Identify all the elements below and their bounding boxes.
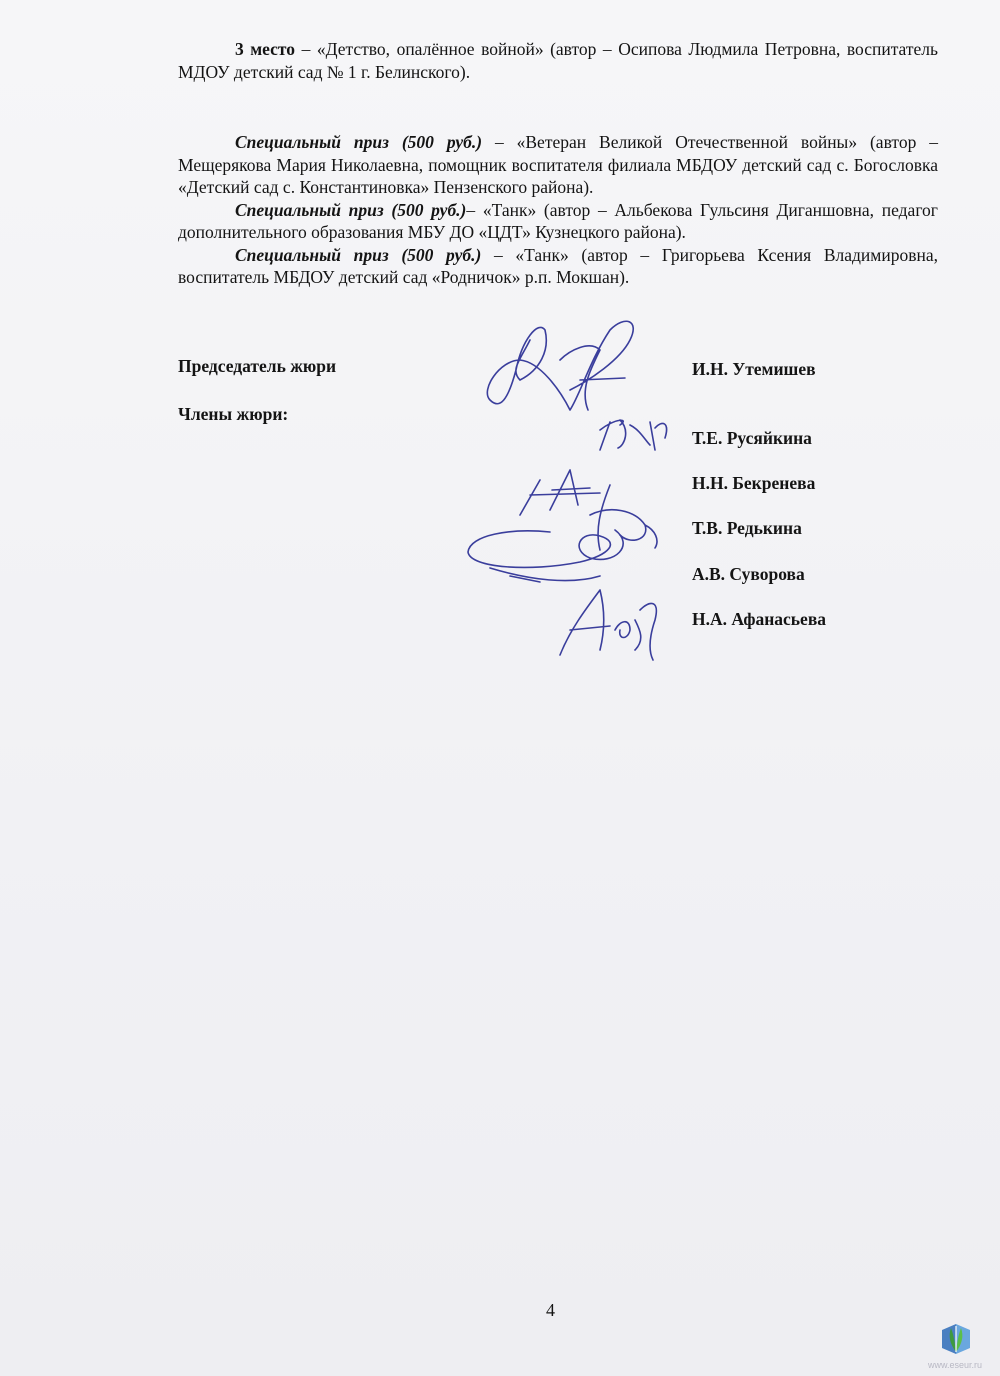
jury-member: Н.А. Афанасьева bbox=[692, 609, 827, 629]
award-label: 3 место bbox=[235, 39, 296, 59]
organization-logo-icon bbox=[938, 1318, 974, 1358]
jury-member: Н.Н. Бекренева bbox=[692, 473, 816, 493]
award-paragraph-special-2 bbox=[178, 199, 938, 244]
award-paragraph-third-place bbox=[178, 38, 938, 83]
award-label: Специальный приз (500 руб.) bbox=[235, 199, 467, 220]
jury-member: Т.В. Редькина bbox=[692, 518, 802, 538]
award-text: – «Танк» (автор – Григорьева Ксения Владимировна, воспитатель МБДОУ детский сад «Родничок» р.п. Мокшан). bbox=[178, 244, 938, 287]
signature-member bbox=[520, 470, 600, 515]
award-paragraph-special-3 bbox=[178, 244, 938, 289]
signature-member bbox=[600, 420, 667, 450]
jury-members-label: Члены жюри: bbox=[178, 404, 289, 424]
handwritten-signatures bbox=[450, 300, 690, 680]
paragraph-gap bbox=[178, 83, 938, 131]
award-text: – «Танк» (автор – Альбекова Гульсиня Диганшовна, педагог дополнительного образования МБУ ДО «ЦДТ» Кузнецкого района). bbox=[178, 199, 938, 242]
jury-chair-name: И.Н. Утемишев bbox=[692, 359, 816, 379]
signature-chair bbox=[487, 321, 633, 410]
page-number: 4 bbox=[546, 1300, 555, 1320]
award-label: Специальный приз (500 руб.) bbox=[235, 244, 482, 265]
signature-member bbox=[560, 590, 656, 660]
awards-section bbox=[178, 38, 938, 289]
award-paragraph-special-1 bbox=[178, 131, 938, 199]
award-label: Специальный приз (500 руб.) bbox=[235, 132, 483, 152]
jury-member: Т.Е. Русяйкина bbox=[692, 428, 812, 448]
signature-member bbox=[468, 530, 623, 582]
watermark: www.eseur.ru bbox=[928, 1360, 983, 1370]
award-text: – «Ветеран Великой Отечественной войны» (автор – Мещерякова Мария Николаевна, помощник воспитателя филиала МБДОУ детский сад с. Богословка «Детский сад с. Константиновка» Пензенского района). bbox=[178, 132, 938, 197]
jury-chair-label: Председатель жюри bbox=[178, 356, 337, 376]
award-text: – «Детство, опалённое войной» (автор – Осипова Людмила Петровна, воспитатель МДОУ детский сад № 1 г. Белинского). bbox=[178, 39, 938, 82]
jury-member: А.В. Суворова bbox=[692, 564, 805, 584]
